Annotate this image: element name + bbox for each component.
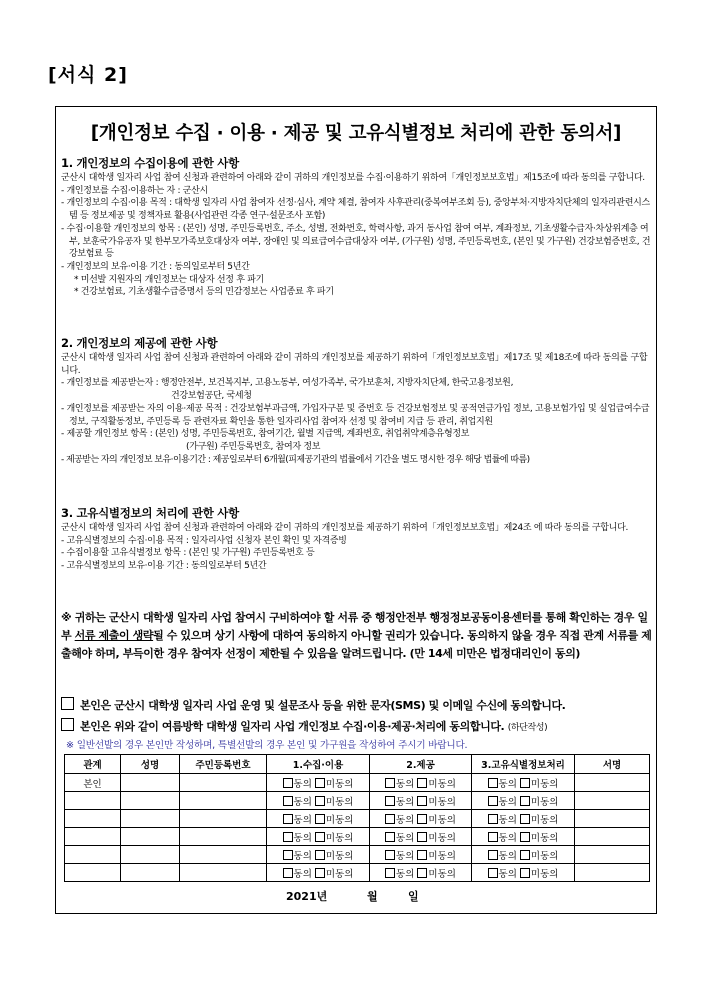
section-intro: 군산시 대학생 일자리 사업 참여 신청과 관련하여 아래와 같이 귀하의 개인정보를 제공하기 위하여「개인정보보호법」제24조 에 따라 동의를 구합니다. xyxy=(61,523,629,533)
list-item: - 개인정보를 제공받는자 : 행정안전부, 보건복지부, 고용노동부, 여성가족부, 국가보훈처, 지방자치단체, 한국고용정보원, xyxy=(61,378,514,389)
consent-options-cell xyxy=(472,774,575,792)
option-label: 미동의 xyxy=(325,868,354,880)
name-cell[interactable] xyxy=(121,792,180,810)
consent-sms-email xyxy=(61,697,653,713)
checkbox[interactable] xyxy=(385,832,395,842)
checkbox[interactable] xyxy=(315,814,325,824)
page-title: [개인정보 수집 · 이용 · 제공 및 고유식별정보 처리에 관한 동의서] xyxy=(90,123,622,144)
column-header: 주민등록번호 xyxy=(180,755,267,774)
disagree-option[interactable] xyxy=(417,830,456,844)
checkbox[interactable] xyxy=(283,868,293,878)
consent-options-cell xyxy=(472,810,575,828)
option-label: 미동의 xyxy=(325,832,354,844)
option-label: 동의 xyxy=(293,868,312,880)
table-row xyxy=(65,774,650,792)
option-label: 동의 xyxy=(293,796,312,808)
section-intro: 군산시 대학생 일자리 사업 참여 신청과 관련하여 아래와 같이 귀하의 개인정보를 제공하기 위하여「개인정보보호법」제17조 및 제18조에 따라 동의를 구합니다. xyxy=(61,353,648,376)
column-header: 3.고유식별정보처리 xyxy=(472,755,575,774)
disagree-option[interactable] xyxy=(315,812,354,826)
agree-option[interactable] xyxy=(283,794,312,808)
checkbox[interactable] xyxy=(315,832,325,842)
list-item: - 개인정보를 수집·이용하는 자 : 군산시 xyxy=(61,185,208,196)
column-header: 1.수집·이용 xyxy=(267,755,370,774)
disagree-option[interactable] xyxy=(315,866,354,880)
resident-number-cell[interactable] xyxy=(180,774,267,792)
section-heading: 3. 고유식별정보의 처리에 관한 사항 xyxy=(61,506,239,520)
checkbox[interactable] xyxy=(520,796,530,806)
disagree-option[interactable] xyxy=(417,794,456,808)
agree-option[interactable] xyxy=(283,866,312,880)
resident-number-cell[interactable] xyxy=(180,810,267,828)
signature-cell[interactable] xyxy=(575,792,650,810)
name-cell[interactable] xyxy=(121,846,180,864)
checkbox[interactable] xyxy=(385,850,395,860)
consent-options-cell xyxy=(267,810,370,828)
agree-option[interactable] xyxy=(385,812,414,826)
option-label: 동의 xyxy=(498,832,517,844)
disagree-option[interactable] xyxy=(520,812,559,826)
checkbox[interactable] xyxy=(488,832,498,842)
option-label: 미동의 xyxy=(428,778,456,790)
checkbox[interactable] xyxy=(283,850,293,860)
section-unique-id xyxy=(61,505,653,573)
consent-text: 본인은 위와 같이 여름방학 대학생 일자리 사업 개인정보 수집·이용·제공·처리에 동의합니다. xyxy=(80,720,505,733)
disagree-option[interactable] xyxy=(315,776,354,790)
list-item: - 개인정보의 보유·이용 기간 : 동의일로부터 5년간 xyxy=(61,261,250,272)
relation-cell[interactable] xyxy=(65,864,121,882)
option-label: 미동의 xyxy=(325,814,354,826)
signature-table xyxy=(64,754,650,882)
checkbox[interactable] xyxy=(283,778,293,788)
consent-checkbox[interactable] xyxy=(61,718,74,731)
consent-form xyxy=(55,106,657,914)
date-day: 일 xyxy=(408,890,419,903)
option-label: 동의 xyxy=(293,832,312,844)
checkbox[interactable] xyxy=(417,814,427,824)
option-label: 동의 xyxy=(396,850,415,862)
checkbox[interactable] xyxy=(520,778,530,788)
checkbox[interactable] xyxy=(417,832,427,842)
option-label: 미동의 xyxy=(530,868,559,880)
checkbox[interactable] xyxy=(283,832,293,842)
consent-options-cell xyxy=(472,828,575,846)
disagree-option[interactable] xyxy=(520,776,559,790)
option-label: 동의 xyxy=(498,796,517,808)
signature-cell[interactable] xyxy=(575,774,650,792)
name-cell[interactable] xyxy=(121,864,180,882)
checkbox[interactable] xyxy=(385,778,395,788)
resident-number-cell[interactable] xyxy=(180,846,267,864)
table-row xyxy=(65,864,650,882)
table-row xyxy=(65,846,650,864)
option-label: 동의 xyxy=(396,868,415,880)
list-item: - 수집·이용할 개인정보의 항목 : (본인) 성명, 주민등록번호, 주소, 성별, 전화번호, 학력사항, 과거 동사업 참여 여부, 계좌정보, 기초생활수급자·차상위계층 여부, 보훈국가유공자 및 한부모가족보호대상자 여부, 장애인 및 의료급여수급대상자 여부, (가구원) 성명, 주민등록번호, (본인 및 가구원) 건강보험증번호, 건강보험료 등 xyxy=(61,223,651,260)
consent-options-cell xyxy=(370,864,472,882)
option-label: 동의 xyxy=(293,814,312,826)
consent-checkbox[interactable] xyxy=(61,697,74,710)
checkbox[interactable] xyxy=(488,778,498,788)
column-header: 서명 xyxy=(575,755,650,774)
agree-option[interactable] xyxy=(385,794,414,808)
checkbox[interactable] xyxy=(417,850,427,860)
notice-text: ※ 귀하는 군산시 대학생 일자리 사업 참여시 구비하여야 할 서류 중 행정안전부 행정정보공동이용센터를 통해 확인하는 경우 일부 xyxy=(61,611,648,642)
disagree-option[interactable] xyxy=(417,776,456,790)
option-label: 미동의 xyxy=(530,814,559,826)
option-label: 동의 xyxy=(498,868,517,880)
signature-cell[interactable] xyxy=(575,864,650,882)
agree-option[interactable] xyxy=(385,776,414,790)
relation-cell[interactable]: 본인 xyxy=(65,774,121,792)
resident-number-cell[interactable] xyxy=(180,792,267,810)
option-label: 미동의 xyxy=(530,796,559,808)
list-item-continued: (가구원) 주민등록번호, 참여자 정보 xyxy=(186,441,321,452)
form-label: [서식 2] xyxy=(48,64,128,86)
checkbox[interactable] xyxy=(488,796,498,806)
table-row xyxy=(65,828,650,846)
disagree-option[interactable] xyxy=(315,830,354,844)
name-cell[interactable] xyxy=(121,828,180,846)
section-intro: 군산시 대학생 일자리 사업 참여 신청과 관련하여 아래와 같이 귀하의 개인정보를 수집·이용하기 위하여「개인정보보호법」제15조에 따라 동의를 구합니다. xyxy=(61,173,645,183)
consent-options-cell xyxy=(267,846,370,864)
agree-option[interactable] xyxy=(283,848,312,862)
column-header: 성명 xyxy=(121,755,180,774)
consent-personal-info xyxy=(61,718,653,734)
disagree-option[interactable] xyxy=(417,812,456,826)
table-row xyxy=(65,810,650,828)
consent-options-cell xyxy=(267,774,370,792)
option-label: 동의 xyxy=(396,814,415,826)
option-label: 미동의 xyxy=(530,778,559,790)
consent-options-cell xyxy=(267,792,370,810)
option-label: 미동의 xyxy=(530,850,559,862)
checkbox[interactable] xyxy=(520,814,530,824)
disagree-option[interactable] xyxy=(520,866,559,880)
agree-option[interactable] xyxy=(488,812,517,826)
relation-cell[interactable] xyxy=(65,810,121,828)
option-label: 미동의 xyxy=(428,832,456,844)
consent-note: (하단작성) xyxy=(507,723,548,733)
disagree-option[interactable] xyxy=(417,866,456,880)
checkbox[interactable] xyxy=(417,868,427,878)
list-item: - 고유식별정보의 보유·이용 기간 : 동의일로부터 5년간 xyxy=(61,561,267,572)
option-label: 동의 xyxy=(396,796,415,808)
notice-underlined: 서류 제출이 생략 xyxy=(74,629,154,642)
option-label: 미동의 xyxy=(428,814,456,826)
option-label: 미동의 xyxy=(428,850,456,862)
agree-option[interactable] xyxy=(488,794,517,808)
list-item-continued: 건강보험공단, 국세청 xyxy=(171,391,252,402)
consent-options-cell xyxy=(267,828,370,846)
option-label: 미동의 xyxy=(325,778,354,790)
checkbox[interactable] xyxy=(283,814,293,824)
notice-text: 될 수 있으며 상기 사항에 대하여 동의하지 아니할 권리가 있습니다. 동의하지 않을 경우 직접 관계 서류를 제출해야 하며, 부득이한 경우 참여자 선정이 제한될 수 있음을 알려드립니다. (만 14세 미만은 법정대리인이 동의) xyxy=(61,629,652,660)
checkbox[interactable] xyxy=(417,796,427,806)
relation-cell[interactable] xyxy=(65,846,121,864)
disagree-option[interactable] xyxy=(520,848,559,862)
footnote: * 미선발 지원자의 개인정보는 대상자 선정 후 파기 xyxy=(74,274,265,285)
checkbox[interactable] xyxy=(315,778,325,788)
option-label: 동의 xyxy=(498,814,517,826)
checkbox[interactable] xyxy=(385,814,395,824)
list-item: - 개인정보를 제공받는 자의 이용·제공 목적 : 건강보험부과금액, 가입자구분 및 증번호 등 건강보험정보 및 공적연금가입 정보, 고용보험가입 및 실업급여수급정보, 구직활동정보, 주민등록 등 관련자료 확인을 통한 일자리사업 참여자 선정 및 참여비 지급 등 관리, 취업지원 xyxy=(61,403,650,427)
agree-option[interactable] xyxy=(283,812,312,826)
consent-options-cell xyxy=(370,774,472,792)
checkbox[interactable] xyxy=(385,868,395,878)
notice-paragraph xyxy=(61,609,653,663)
column-header: 2.제공 xyxy=(370,755,472,774)
agree-option[interactable] xyxy=(488,776,517,790)
agree-option[interactable] xyxy=(385,866,414,880)
agree-option[interactable] xyxy=(385,830,414,844)
consent-options-cell xyxy=(370,792,472,810)
disagree-option[interactable] xyxy=(520,794,559,808)
agree-option[interactable] xyxy=(283,776,312,790)
relation-cell[interactable] xyxy=(65,828,121,846)
option-label: 미동의 xyxy=(325,796,354,808)
list-item: - 고유식별정보의 수집·이용 목적 : 일자리사업 신청자 본인 확인 및 자격증빙 xyxy=(61,535,347,546)
date-month: 월 xyxy=(367,890,378,903)
agree-option[interactable] xyxy=(488,830,517,844)
footnote: * 건강보험료, 기초생활수급증명서 등의 민감정보는 사업종료 후 파기 xyxy=(74,287,334,298)
list-item: - 제공받는 자의 개인정보 보유·이용기간 : 제공일로부터 6개월(피제공기관의 법률에서 기간을 별도 명시한 경우 해당 법률에 따름) xyxy=(61,454,530,465)
section-provision xyxy=(61,335,653,466)
signature-cell[interactable] xyxy=(575,828,650,846)
checkbox[interactable] xyxy=(315,868,325,878)
resident-number-cell[interactable] xyxy=(180,828,267,846)
checkbox[interactable] xyxy=(520,868,530,878)
consent-options-cell xyxy=(267,864,370,882)
agree-option[interactable] xyxy=(385,848,414,862)
option-label: 미동의 xyxy=(428,868,456,880)
instruction-note: ※ 일반선발의 경우 본인만 작성하며, 특별선발의 경우 본인 및 가구원을 작성하여 주시기 바랍니다. xyxy=(66,740,468,751)
disagree-option[interactable] xyxy=(417,848,456,862)
consent-options-cell xyxy=(472,792,575,810)
option-label: 동의 xyxy=(498,850,517,862)
date-year: 2021년 xyxy=(286,890,328,903)
name-cell[interactable] xyxy=(121,774,180,792)
section-heading: 2. 개인정보의 제공에 관한 사항 xyxy=(61,336,218,350)
disagree-option[interactable] xyxy=(315,794,354,808)
checkbox[interactable] xyxy=(385,796,395,806)
checkbox[interactable] xyxy=(488,868,498,878)
agree-option[interactable] xyxy=(488,866,517,880)
resident-number-cell[interactable] xyxy=(180,864,267,882)
consent-options-cell xyxy=(370,828,472,846)
disagree-option[interactable] xyxy=(315,848,354,862)
table-header-row xyxy=(65,755,650,774)
table-row xyxy=(65,792,650,810)
list-item: - 개인정보의 수집·이용 목적 : 대학생 일자리 사업 참여자 선정·심사, 계약 체결, 참여자 사후관리(중복여부조회 등), 중앙부처·지방자치단체의 일자리관련시스템 등 정보제공 및 정책자료 활용(사업관련 각종 연구·설문조사 포함) xyxy=(61,198,650,222)
option-label: 동의 xyxy=(396,832,415,844)
option-label: 동의 xyxy=(396,778,415,790)
checkbox[interactable] xyxy=(315,850,325,860)
option-label: 미동의 xyxy=(428,796,456,808)
consent-options-cell xyxy=(370,810,472,828)
option-label: 미동의 xyxy=(325,850,354,862)
signature-cell[interactable] xyxy=(575,810,650,828)
agree-option[interactable] xyxy=(488,848,517,862)
option-label: 동의 xyxy=(293,850,312,862)
checkbox[interactable] xyxy=(520,850,530,860)
column-header: 관계 xyxy=(65,755,121,774)
signature-cell[interactable] xyxy=(575,846,650,864)
agree-option[interactable] xyxy=(283,830,312,844)
checkbox[interactable] xyxy=(488,814,498,824)
consent-options-cell xyxy=(472,846,575,864)
checkbox[interactable] xyxy=(488,850,498,860)
checkbox[interactable] xyxy=(283,796,293,806)
disagree-option[interactable] xyxy=(520,830,559,844)
option-label: 동의 xyxy=(498,778,517,790)
checkbox[interactable] xyxy=(520,832,530,842)
checkbox[interactable] xyxy=(417,778,427,788)
checkbox[interactable] xyxy=(315,796,325,806)
option-label: 동의 xyxy=(293,778,312,790)
consent-options-cell xyxy=(472,864,575,882)
section-heading: 1. 개인정보의 수집이용에 관한 사항 xyxy=(61,156,239,170)
list-item: - 수집이용할 고유식별정보 항목 : (본인 및 가구원) 주민등록번호 등 xyxy=(61,548,315,559)
consent-options-cell xyxy=(370,846,472,864)
name-cell[interactable] xyxy=(121,810,180,828)
section-collection xyxy=(61,155,653,299)
option-label: 미동의 xyxy=(530,832,559,844)
relation-cell[interactable] xyxy=(65,792,121,810)
consent-text: 본인은 군산시 대학생 일자리 사업 운영 및 설문조사 등을 위한 문자(SMS) 및 이메일 수신에 동의합니다. xyxy=(80,699,566,712)
list-item: - 제공할 개인정보 항목 : (본인) 성명, 주민등록번호, 참여기간, 월별 지급액, 계좌번호, 취업취약계층유형정보 xyxy=(61,429,470,440)
